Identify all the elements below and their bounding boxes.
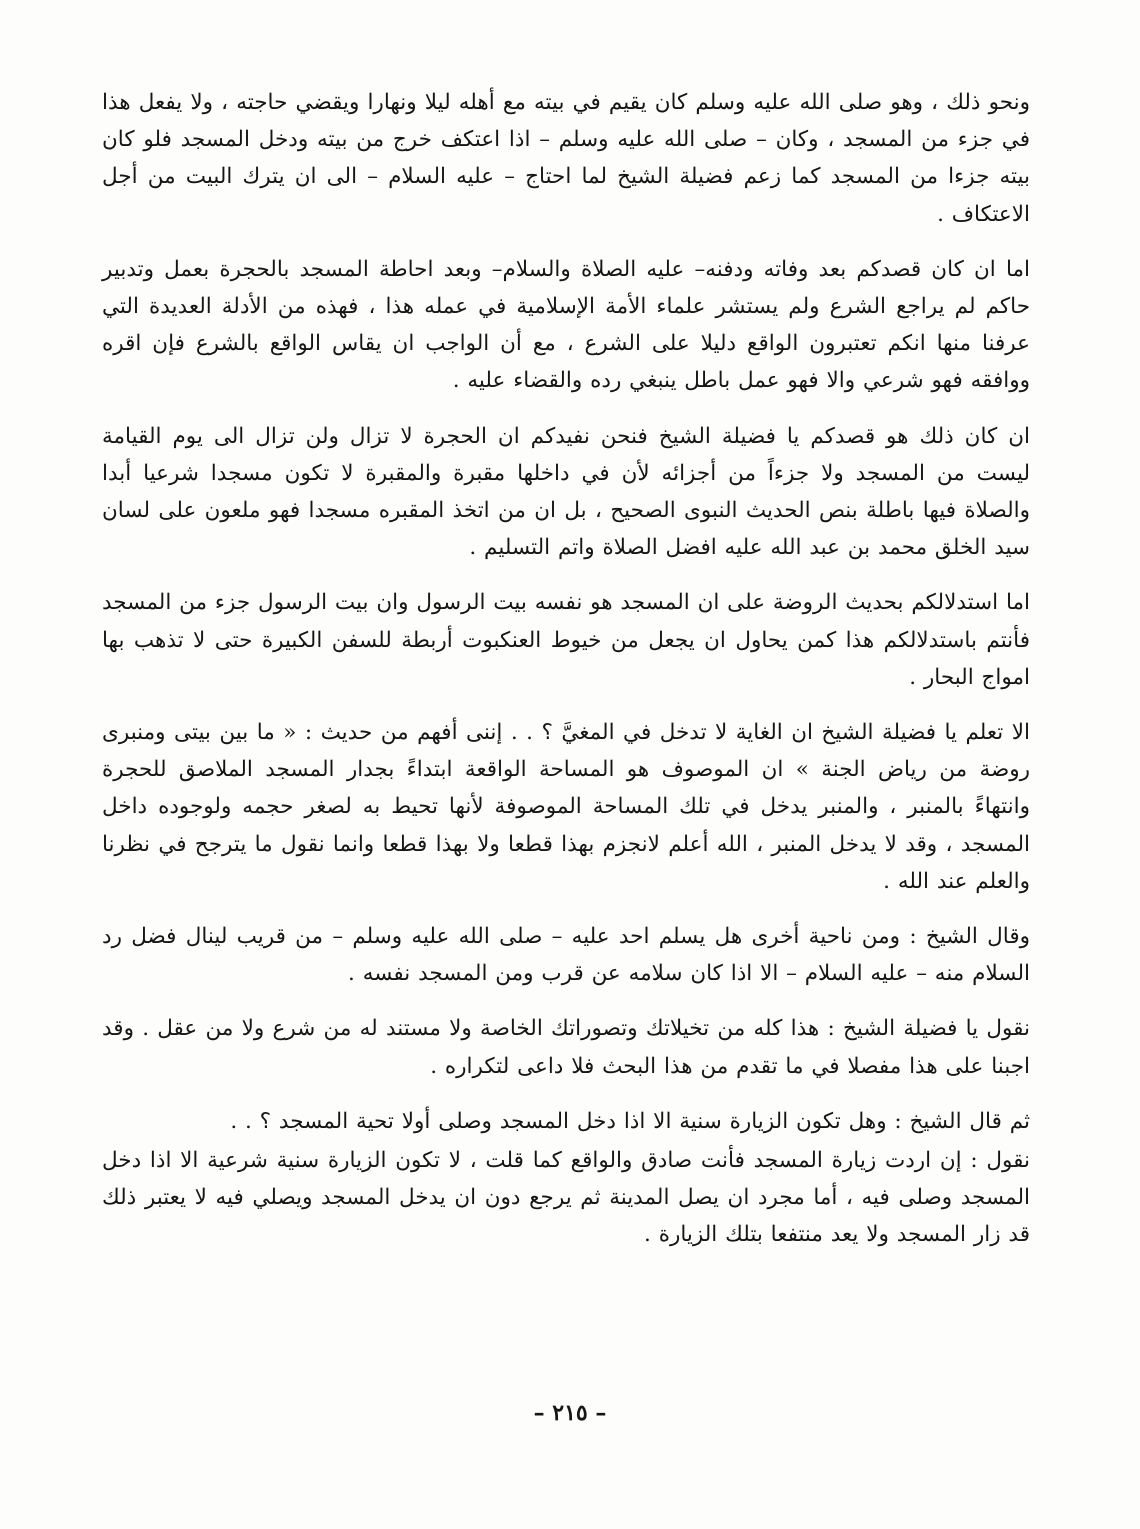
page-number: – ٢١٥ – <box>533 1400 607 1426</box>
paragraph: ونحو ذلك ، وهو صلى الله عليه وسلم كان يقيم في بيته مع أهله ليلا ونهارا ويقضي حاجته ، ولا يفعل هذا في جزء من المسجد ، وكان – صلى الله عليه وسلم – اذا اعتكف خرج من بيته ودخل المسجد فلو كان بيته جزءا من المسجد كما زعم فضيلة الشيخ لما احتاج – عليه السلام – الى ان يترك البيت من أجل الاعتكاف . <box>102 90 1030 227</box>
paragraph: نقول : إن اردت زيارة المسجد فأنت صادق والواقع كما قلت ، لا تكون الزيارة سنية شرعية الا اذا دخل المسجد وصلى فيه ، أما مجرد ان يصل المدينة ثم يرجع دون ان يدخل المسجد ويصلي فيه لا يعتبر ذلك قد زار المسجد ولا يعد منتفعا بتلك الزيارة . <box>102 1148 1030 1248</box>
paragraph: وقال الشيخ : ومن ناحية أخرى هل يسلم احد عليه – صلى الله عليه وسلم – من قريب لينال فضل رد السلام منه – عليه السلام – الا اذا كان سلامه عن قرب ومن المسجد نفسه . <box>102 924 1030 987</box>
paragraph: الا تعلم يا فضيلة الشيخ ان الغاية لا تدخل في المغيَّ ؟ . . إننى أفهم من حديث : « ما بين بيتى ومنبرى روضة من رياض الجنة » ان الموصوف هو المساحة الواقعة ابتداءً بجدار المسجد الملاصق للحجرة وانتهاءً بالمنبر ، والمنبر يدخل في تلك المساحة الموصوفة لأنها تحيط به لصغر حجمه ولوجوده داخل المسجد ، وقد لا يدخل المنبر ، الله أعلم لانجزم بهذا قطعا ولا بهذا قطعا وانما نقول ما يترجح في نظرنا والعلم عند الله . <box>102 720 1030 894</box>
paragraph: اما استدلالكم بحديث الروضة على ان المسجد هو نفسه بيت الرسول وان بيت الرسول جزء من المسجد فأنتم باستدلالكم هذا كمن يحاول ان يجعل من خيوط العنكبوت أربطة للسفن الكبيرة حتى لا تذهب بها امواج البحار . <box>102 590 1030 690</box>
paragraph: ان كان ذلك هو قصدكم يا فضيلة الشيخ فنحن نفيدكم ان الحجرة لا تزال ولن تزال الى يوم القيامة ليست من المسجد ولا جزءاً من أجزائه لأن في داخلها مقبرة والمقبرة لا تكون مسجدا شرعيا أبدا والصلاة فيها باطلة بنص الحديث النبوى الصحيح ، بل ان من اتخذ المقبره مسجدا فهو ملعون على لسان سيد الخلق محمد بن عبد الله عليه افضل الصلاة واتم التسليم . <box>102 423 1030 561</box>
paragraph: نقول يا فضيلة الشيخ : هذا كله من تخيلاتك وتصوراتك الخاصة ولا مستند له من شرع ولا من عقل . وقد اجبنا على هذا مفصلا في ما تقدم من هذا البحث فلا داعى لتكراره . <box>102 1016 1030 1079</box>
body-text <box>102 84 1030 1254</box>
paragraph: ثم قال الشيخ : وهل تكون الزيارة سنية الا اذا دخل المسجد وصلى أولا تحية المسجد ؟ . . <box>230 1108 1030 1134</box>
paragraph: اما ان كان قصدكم بعد وفاته ودفنه– عليه الصلاة والسلام– وبعد احاطة المسجد بالحجرة بعمل وتدبير حاكم لم يراجع الشرع ولم يستشر علماء الأمة الإسلامية في عمله هذا ، فهذه من الأدلة العديدة التي عرفنا منها انكم تعتبرون الواقع دليلا على الشرع ، مع أن الواجب ان يقاس الواقع بالشرع فإن اقره ووافقه فهو شرعي والا فهو عمل باطل ينبغي رده والقضاء عليه . <box>102 256 1030 394</box>
